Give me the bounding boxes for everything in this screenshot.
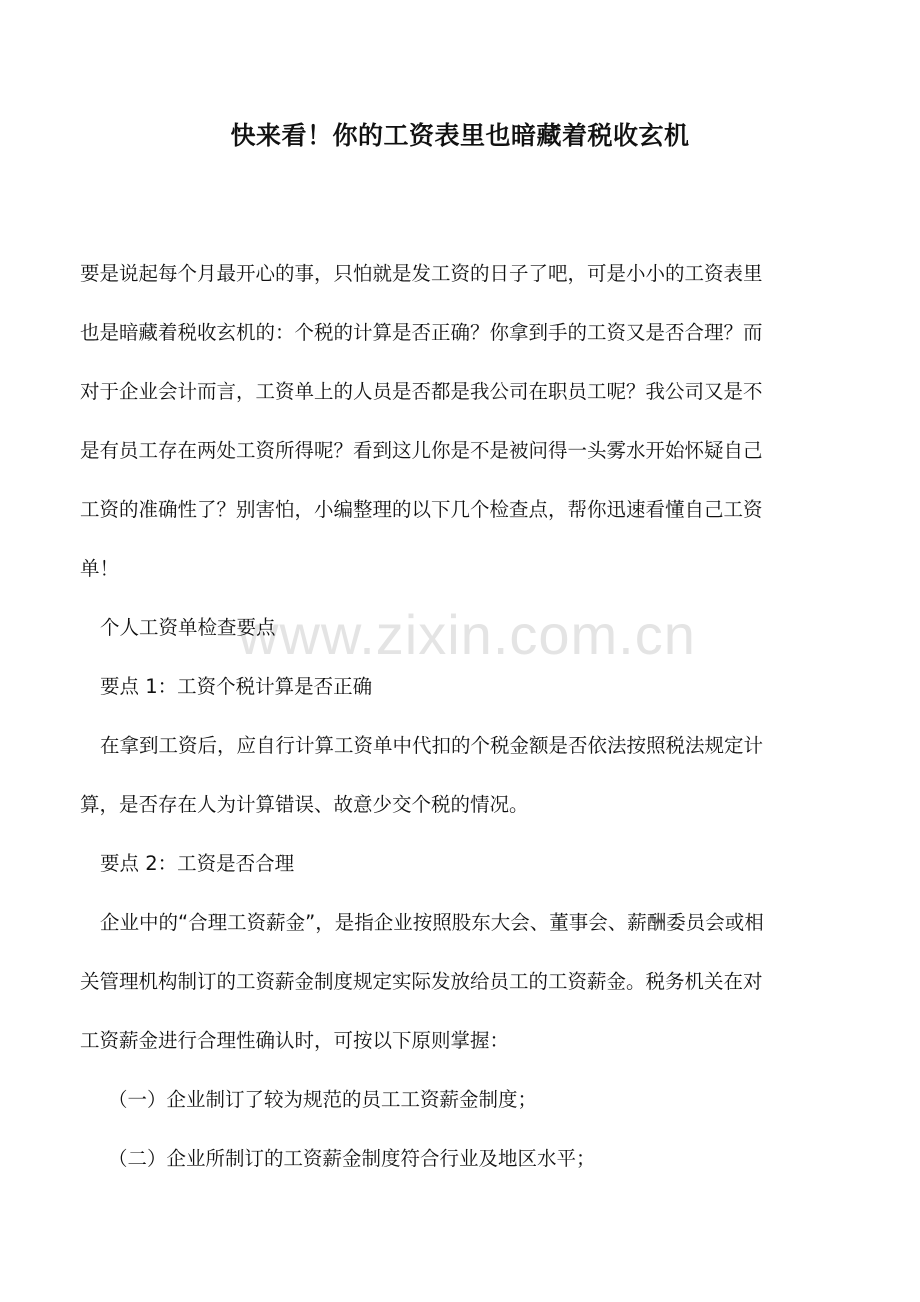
intro-line: 单！ — [80, 557, 120, 580]
section-heading: 个人工资单检查要点 — [100, 616, 276, 639]
intro-line: 是有员工存在两处工资所得呢？看到这儿你是不是被问得一头雾水开始怀疑自己 — [80, 439, 763, 462]
point1-line: 在拿到工资后，应自行计算工资单中代扣的个税金额是否依法按照税法规定计 — [100, 734, 764, 757]
intro-line: 要是说起每个月最开心的事，只怕就是发工资的日子了吧，可是小小的工资表里 — [80, 262, 763, 285]
point1-heading: 要点 1：工资个税计算是否正确 — [100, 675, 373, 698]
intro-line: 也是暗藏着税收玄机的：个税的计算是否正确？你拿到手的工资又是否合理？而 — [80, 321, 763, 344]
point2-line: 企业中的“合理工资薪金”，是指企业按照股东大会、董事会、薪酬委员会或相 — [100, 911, 764, 934]
principle-item: （二）企业所制订的工资薪金制度符合行业及地区水平； — [108, 1147, 596, 1170]
watermark: www.zixin.com.cn — [238, 603, 696, 666]
point2-line: 关管理机构制订的工资薪金制度规定实际发放给员工的工资薪金。税务机关在对 — [80, 970, 763, 993]
principle-item: （一）企业制订了较为规范的员工工资薪金制度； — [108, 1088, 538, 1111]
point2-heading: 要点 2：工资是否合理 — [100, 852, 295, 875]
point1-line: 算，是否存在人为计算错误、故意少交个税的情况。 — [80, 793, 529, 816]
intro-line: 对于企业会计而言，工资单上的人员是否都是我公司在职员工呢？我公司又是不 — [80, 380, 763, 403]
page-title: 快来看！你的工资表里也暗藏着税收玄机 — [230, 121, 690, 150]
intro-line: 工资的准确性了？别害怕，小编整理的以下几个检查点，帮你迅速看懂自己工资 — [80, 498, 763, 521]
point2-line: 工资薪金进行合理性确认时，可按以下原则掌握： — [80, 1029, 510, 1052]
